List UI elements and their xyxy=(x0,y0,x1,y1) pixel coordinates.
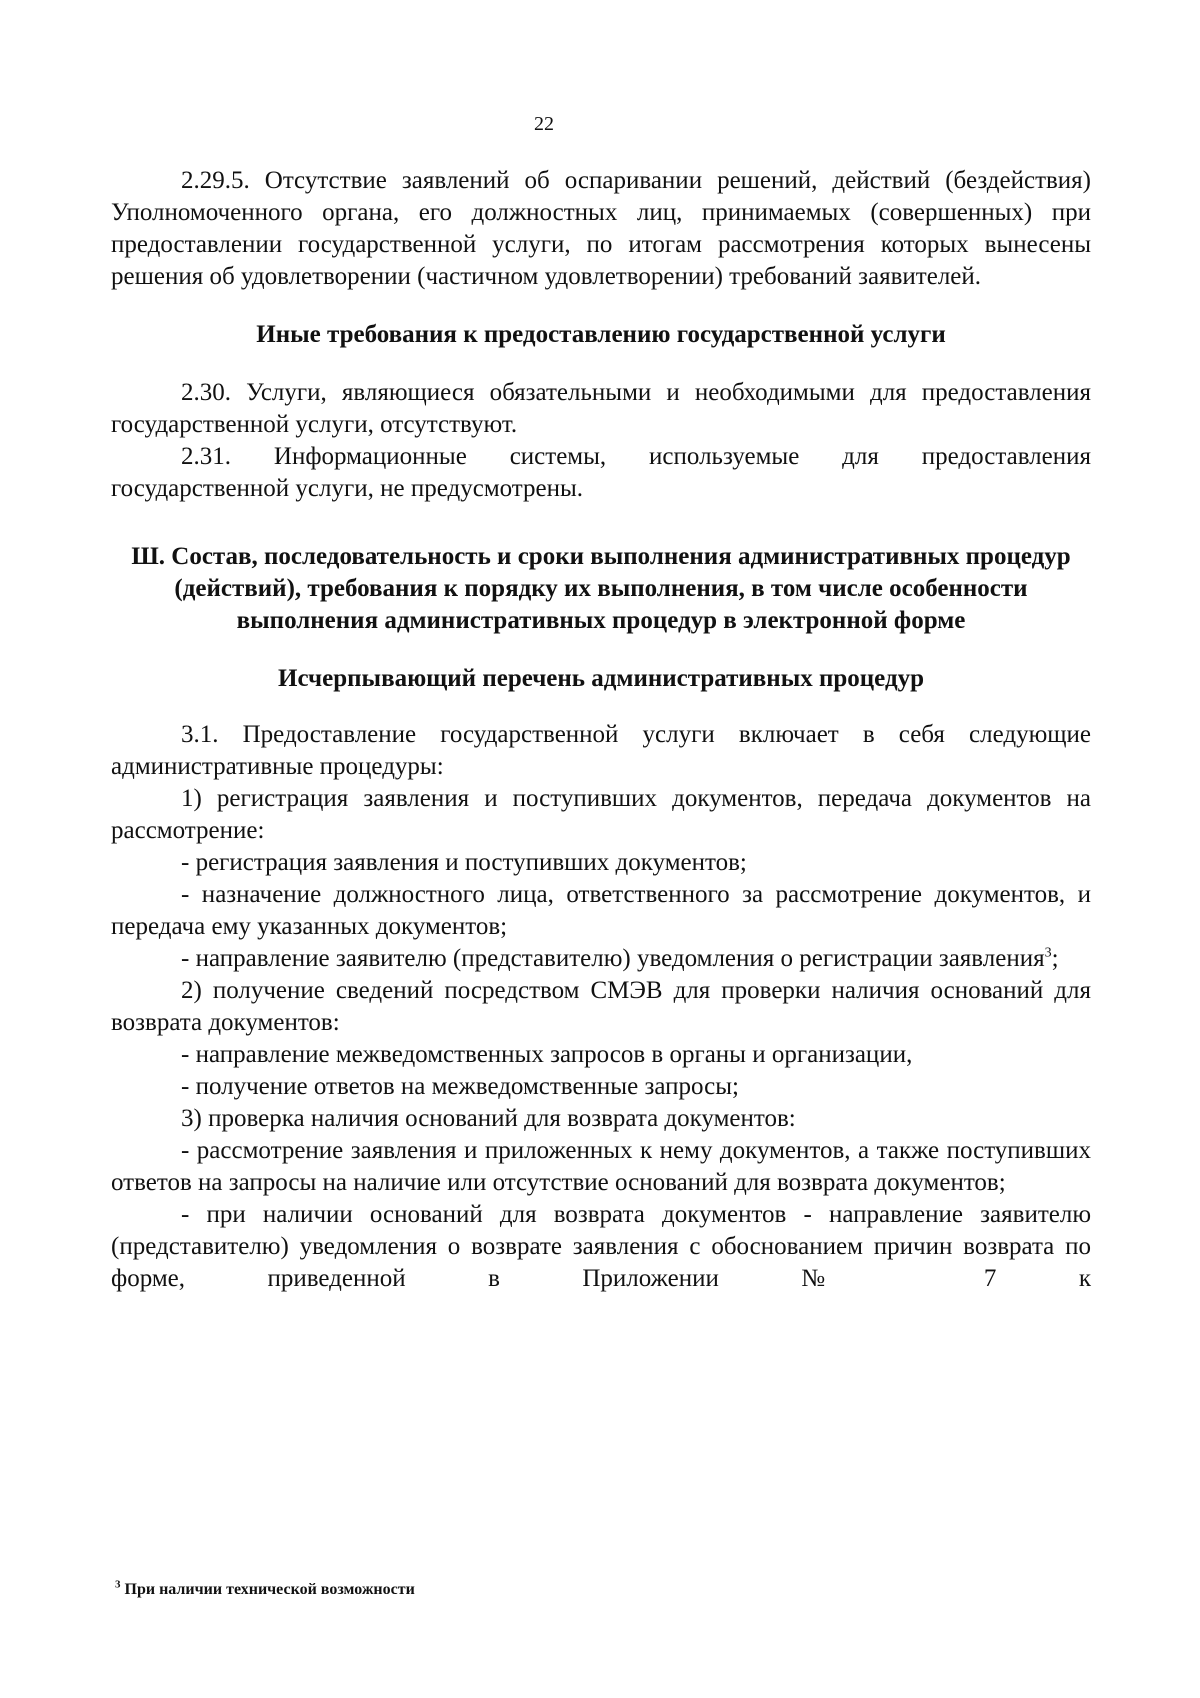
heading-other-requirements: Иные требования к предоставлению государственной услуги xyxy=(256,321,946,348)
list-item-2: 2) получение сведений посредством СМЭВ для проверки наличия оснований для возврата документов: xyxy=(111,977,1091,1036)
paragraph-2-31: 2.31. Информационные системы, используемые для предоставления государственной услуги, не предусмотрены. xyxy=(111,443,1091,502)
footnote-reference: 3 xyxy=(1044,945,1052,961)
list-item-1-c-end: ; xyxy=(1051,945,1059,972)
footnote xyxy=(115,1578,415,1599)
list-item-3: 3) проверка наличия оснований для возврата документов: xyxy=(181,1105,796,1132)
list-item-3-b: - при наличии оснований для возврата документов - направление заявителю (представителю) уведомления о возврате заявления с обоснованием причин возврата по форме, приведенной в Приложении № 7 к xyxy=(111,1201,1091,1292)
heading-exhaustive-list: Исчерпывающий перечень административных процедур xyxy=(278,665,924,692)
list-item-3-a: - рассмотрение заявления и приложенных к нему документов, а также поступивших ответов на запросы на наличие или отсутствие оснований для возврата документов; xyxy=(111,1137,1091,1196)
list-item-1-a: - регистрация заявления и поступивших документов; xyxy=(181,849,747,876)
list-item-1: 1) регистрация заявления и поступивших документов, передача документов на рассмотрение: xyxy=(111,785,1091,844)
list-item-1-c xyxy=(111,943,1091,975)
list-item-2-b: - получение ответов на межведомственные запросы; xyxy=(181,1073,739,1100)
paragraph-3-1: 3.1. Предоставление государственной услуги включает в себя следующие административные процедуры: xyxy=(111,721,1091,780)
document-body xyxy=(111,165,1091,1295)
list-item-1-b: - назначение должностного лица, ответственного за рассмотрение документов, и передача ему указанных документов; xyxy=(111,881,1091,940)
list-item-2-a: - направление межведомственных запросов в органы и организации, xyxy=(181,1041,913,1068)
paragraph-2-29-5: 2.29.5. Отсутствие заявлений об оспаривании решений, действий (бездействия) Уполномоченного органа, его должностных лиц, принимаемых (совершенных) при предоставлении государственной услуги, по итогам рассмотрения которых вынесены решения об удовлетворении (частичном удовлетворении) требований заявителей. xyxy=(111,167,1091,290)
heading-section-3: Ш. Состав, последовательность и сроки выполнения административных процедур (действий), требования к порядку их выполнения, в том числе особенности выполнения административных процедур в электронной форме xyxy=(131,543,1071,634)
footnote-text: При наличии технической возможности xyxy=(124,1581,415,1598)
page-number: 22 xyxy=(534,113,554,135)
paragraph-2-30: 2.30. Услуги, являющиеся обязательными и необходимыми для предоставления государственной услуги, отсутствуют. xyxy=(111,379,1091,438)
footnote-number: 3 xyxy=(115,1578,121,1591)
list-item-1-c-text: - направление заявителю (представителю) уведомления о регистрации заявления xyxy=(181,945,1045,972)
